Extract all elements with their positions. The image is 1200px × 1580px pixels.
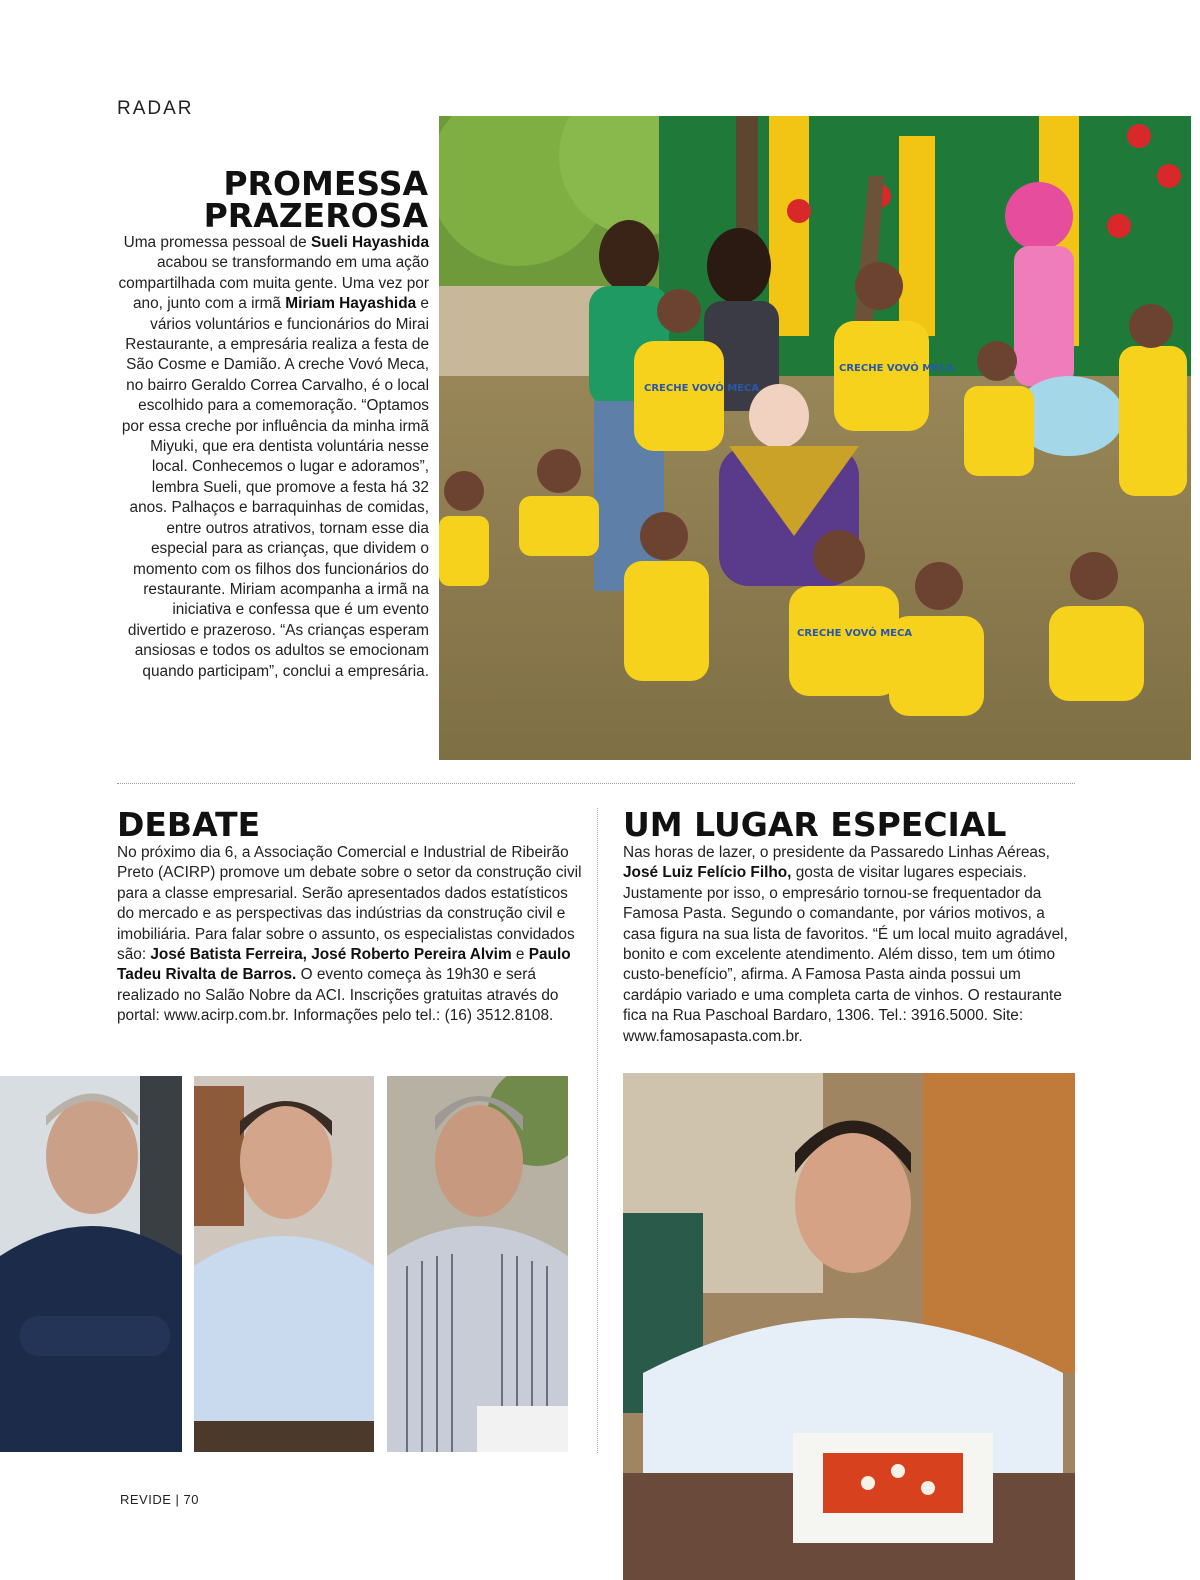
text-segment: Nas horas de lazer, o presidente da Passaredo Linhas Aéreas, bbox=[623, 844, 1050, 861]
shirt-print-3: CRECHE VOVÓ MECA bbox=[797, 628, 913, 639]
article-body-debate bbox=[117, 843, 583, 1027]
title-line-2: PRAZEROSA bbox=[203, 196, 428, 235]
text-segment: José Batista Ferreira, José Roberto Pereira Alvim bbox=[150, 946, 512, 964]
portrait-paulo-tadeu-rivalta-de-barros bbox=[387, 1076, 568, 1452]
text-segment: Paulo Tadeu Rivalta de Barros. bbox=[117, 946, 571, 984]
page-number: 70 bbox=[183, 1492, 200, 1507]
magazine-name: REVIDE bbox=[120, 1492, 172, 1507]
text-segment: acabou se transformando em uma ação compartilhada com muita gente. Uma vez por ano, junto com a irmã bbox=[118, 254, 429, 313]
portrait-jose-roberto-pereira-alvim bbox=[194, 1076, 374, 1452]
photo-jose-luiz-felicio-filho bbox=[623, 1073, 1075, 1580]
article-title-debate: DEBATE bbox=[117, 805, 261, 844]
horizontal-divider bbox=[117, 783, 1075, 784]
text-segment: e vários voluntários e funcionários do Mirai Restaurante, a empresária realiza a festa de São Cosme e Damião. A creche Vovó Meca, no bairro Geraldo Correa Carvalho, é o local escolhido para a comemoração. “Optamos por essa creche por influência da minha irmã Miyuki, que era dentista voluntária nesse local. Conhecemos o lugar e adoramos”, lembra Sueli, que promove a festa há 32 anos. Palhaços e barraquinhas de comidas, entre outros atrativos, tornam esse dia especial para as crianças, que dividem o momento com os filhos dos funcionários do restaurante. Miriam acompanha a irmã na iniciativa e confessa que é um evento divertido e prazeroso. “As crianças esperam ansiosas e todos os adultos se emocionam quando participam”, conclui a empresária. bbox=[121, 295, 429, 680]
article-title-promessa bbox=[203, 164, 428, 235]
title-line-1: PROMESSA bbox=[223, 164, 428, 203]
page-footer bbox=[120, 1492, 199, 1507]
column-divider bbox=[597, 808, 598, 1453]
text-segment: O evento começa às 19h30 e será realizado no Salão Nobre da ACI. Inscrições gratuitas através do portal: www.acirp.com.br. Informações pelo tel.: (16) 3512.8108. bbox=[117, 966, 559, 1025]
article-title-lugar: UM LUGAR ESPECIAL bbox=[623, 805, 1007, 844]
shirt-print-1: CRECHE VOVÓ MECA bbox=[644, 383, 760, 394]
text-segment: Uma promessa pessoal de bbox=[123, 234, 311, 251]
shirt-print-2: CRECHE VOVÓ MECA bbox=[839, 363, 955, 374]
party-photo bbox=[439, 116, 1191, 760]
text-segment: e bbox=[511, 946, 529, 964]
portrait-jose-batista-ferreira bbox=[0, 1076, 182, 1452]
article-body-promessa bbox=[112, 233, 429, 682]
text-segment: Miriam Hayashida bbox=[285, 295, 417, 313]
footer-separator: | bbox=[175, 1492, 180, 1507]
article-body-lugar bbox=[623, 843, 1075, 1047]
text-segment: José Luiz Felício Filho, bbox=[623, 864, 792, 882]
text-segment: gosta de visitar lugares especiais. Justamente por isso, o empresário tornou-se frequentador da Famosa Pasta. Segundo o comandante, por vários motivos, a casa figura na sua lista de favoritos. “É um local muito agradável, bonito e com excelente atendimento. Além disso, tem um ótimo custo-benefício”, afirma. A Famosa Pasta ainda possui um cardápio variado e uma completa carta de vinhos. O restaurante fica na Rua Paschoal Bardaro, 1306. Tel.: 3916.5000. Site: www.famosapasta.com.br. bbox=[623, 864, 1068, 1045]
text-segment: No próximo dia 6, a Associação Comercial e Industrial de Ribeirão Preto (ACIRP) promove um debate sobre o setor da construção civil para a classe empresarial. Serão apresentados dados estatísticos do mercado e as perspectivas das indústrias da construção civil e imobiliária. Para falar sobre o assunto, os especialistas convidados são: bbox=[117, 844, 582, 964]
section-label: RADAR bbox=[117, 98, 194, 119]
text-segment: Sueli Hayashida bbox=[310, 234, 429, 251]
